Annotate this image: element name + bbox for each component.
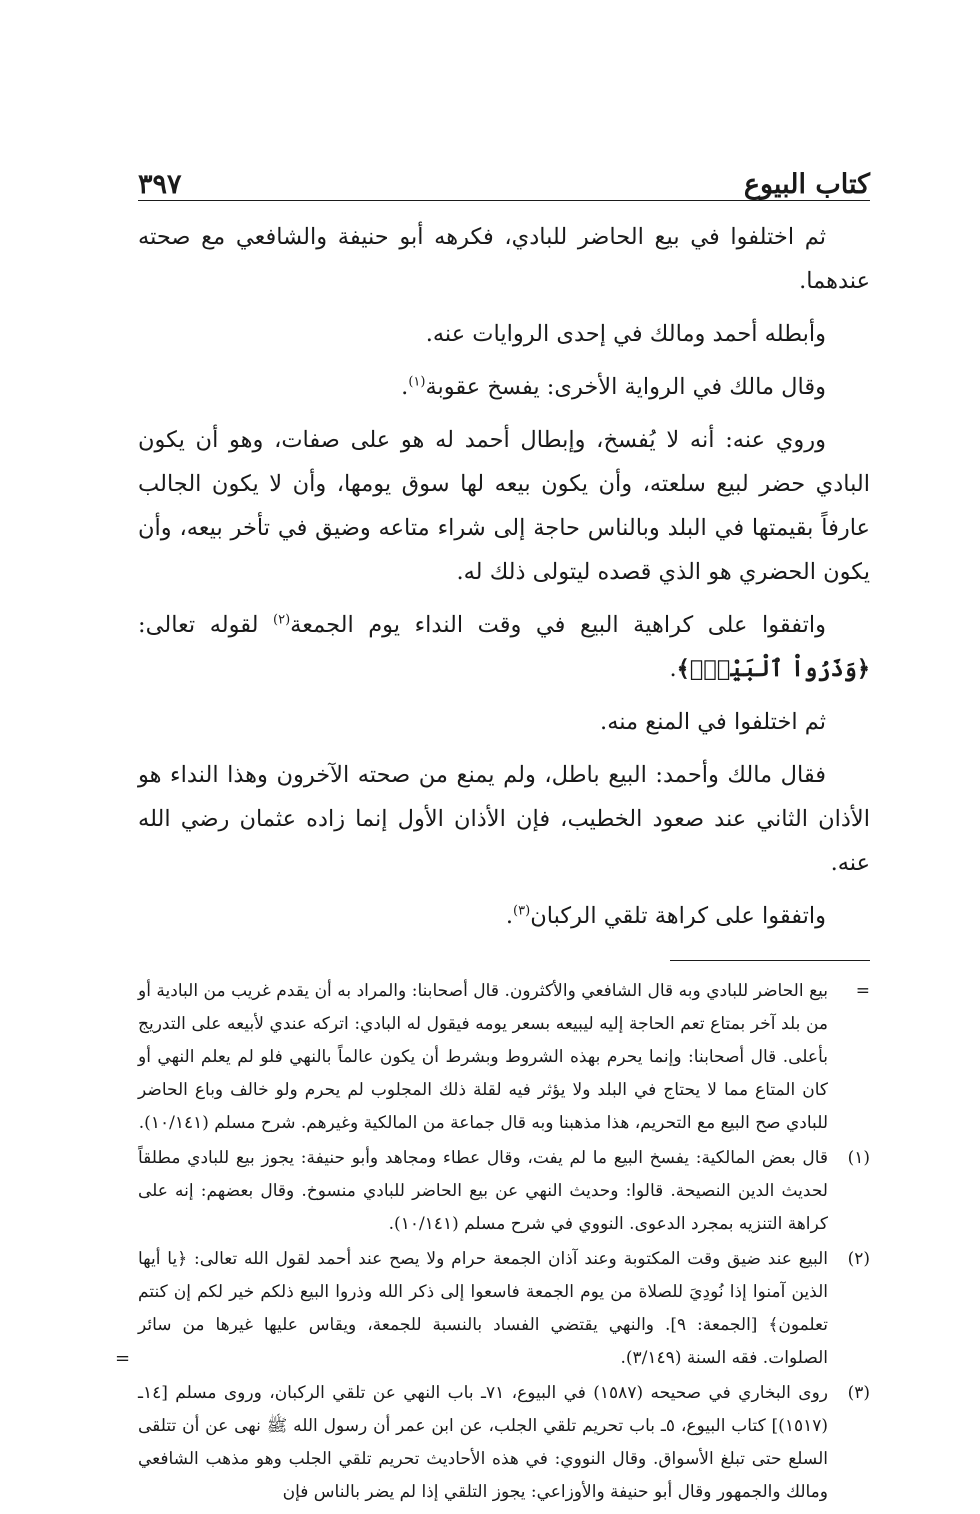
footnote-3-mark: (٣) (847, 1383, 870, 1403)
footnote-3 (138, 1377, 870, 1509)
paragraph-8 (138, 894, 870, 938)
paragraph-7: فقال مالك وأحمد: البيع باطل، ولم يمنع من صحته الآخرون وهذا النداء هو الأذان الثاني عند صعود الخطيب، فإن الأذان الأول إنما زاده عثمان رضي الله عنه. (138, 762, 870, 876)
paragraph-3 (138, 365, 870, 409)
paragraph-6: ثم اختلفوا في المنع منه. (600, 709, 826, 735)
paragraph-3-text: وقال مالك في الرواية الأخرى: يفسخ عقوبة (425, 374, 826, 400)
continuation-mark: = (115, 1348, 131, 1369)
paragraph-5-mid: لقوله تعالى: (138, 612, 274, 638)
paragraph-5 (138, 603, 870, 691)
footnote-ref-1[interactable]: (١) (408, 374, 426, 390)
footnote-ref-3[interactable]: (٣) (513, 903, 531, 919)
footnotes-section (138, 975, 870, 1509)
quran-quote: ﴿وَذَرُواْ ٱلْبَيْعَۚ﴾ (676, 656, 870, 682)
page-header (138, 150, 870, 201)
paragraph-1: ثم اختلفوا في بيع الحاضر للبادي، فكرهه أبو حنيفة والشافعي مع صحته عندهما. (138, 224, 870, 294)
footnote-ref-2[interactable]: (٢) (273, 612, 291, 628)
paragraph-5-end: . (669, 656, 677, 682)
footnote-divider (670, 960, 870, 961)
footnote-continued-text: بيع الحاضر للبادي وبه قال الشافعي والأكثرون. قال أصحابنا: والمراد به أن يقدم غريب من البادية أو من بلد آخر بمتاع تعم الحاجة إليه ليبيعه بسعر يومه فيقول له البادي: اتركه عندي لأبيعه على التدريج بأعلى. قال أصحابنا: وإنما يحرم بهذه الشروط وبشرط أن يكون عالماً بالنهي فلو لم يعلم النهي أو كان المتاع مما لا يحتاج في البلد ولا يؤثر فيه لقلة ذلك المجلوب لم يحرم ولو خالف وباع الحاضر للبادي صح البيع مع التحريم، هذا مذهبنا وبه قال جماعة من المالكية وغيرهم. شرح مسلم (١٠/١٤١). (138, 981, 828, 1133)
footnote-continued-mark: = (855, 981, 870, 1001)
paragraph-4: وروي عنه: أنه لا يُفسخ، وإبطال أحمد له هو على صفات، وهو أن يكون البادي حضر لبيع سلعته، وأن يكون بيعه لها سوق يومها، وأن لا يكون الجالب عارفاً بقيمتها في البلد وبالناس حاجة إلى شراء متاعه وضيق في تأخر بيعه، وأن يكون الحضري هو الذي قصده ليتولى ذلك له. (138, 427, 870, 585)
footnote-2-text: البيع عند ضيق وقت المكتوبة وعند آذان الجمعة حرام ولا يصح عند أحمد لقول الله تعالى: ﴿يا أيها الذين آمنوا إذا نُودِيَ للصلاة من يوم الجمعة فاسعوا إلى ذكر الله وذروا البيع ذلكم خير لكم إن كنتم تعلمون﴾ [الجمعة: ٩]. والنهي يقتضي الفساد بالنسبة للجمعة، ويقاس عليها غيرها من سائر الصلوات. فقه السنة (٣/١٤٩). (138, 1249, 828, 1368)
page-number: ٣٩٧ (138, 169, 182, 200)
paragraph-3-end: . (401, 374, 409, 400)
paragraph-2: وأبطله أحمد ومالك في إحدى الروايات عنه. (425, 321, 826, 347)
paragraph-5-text: واتفقوا على كراهية البيع في وقت النداء يوم الجمعة (290, 612, 826, 638)
paragraph-8-text: واتفقوا على كراهة تلقي الركبان (530, 903, 826, 929)
footnote-1 (138, 1142, 870, 1241)
main-text (138, 215, 870, 938)
book-page (138, 150, 870, 1511)
footnote-3-text: روى البخاري في صحيحه (١٥٨٧) في البيوع، ٧١ـ باب النهي عن تلقي الركبان، وروى مسلم [١٤ـ (١٥١٧)] كتاب البيوع، ٥ـ باب تحريم تلقي الجلب، عن ابن عمر أن رسول الله ﷺ نهى عن أن تتلقى السلع حتى تبلغ الأسواق. وقال النووي: في هذه الأحاديث تحريم تلقي الجلب وهو مذهب الشافعي ومالك والجمهور وقال أبو حنيفة والأوزاعي: يجوز التلقي إذا لم يضر بالناس فإن (138, 1383, 828, 1502)
running-title: كتاب البيوع (743, 169, 870, 200)
footnote-1-text: قال بعض المالكية: يفسخ البيع ما لم يفت، وقال عطاء ومجاهد وأبو حنيفة: يجوز بيع للبادي مطلقاً لحديث الدين النصيحة. قالوا: وحديث النهي عن بيع الحاضر للبادي منسوخ. وقال بعضهم: إنه على كراهة التنزيه بمجرد الدعوى. النووي في شرح مسلم (١٠/١٤١). (138, 1148, 828, 1234)
paragraph-8-end: . (505, 903, 514, 929)
footnote-continued (138, 975, 870, 1140)
footnote-1-mark: (١) (847, 1148, 870, 1168)
footnote-2-mark: (٢) (847, 1249, 870, 1269)
footnote-2 (138, 1243, 870, 1375)
